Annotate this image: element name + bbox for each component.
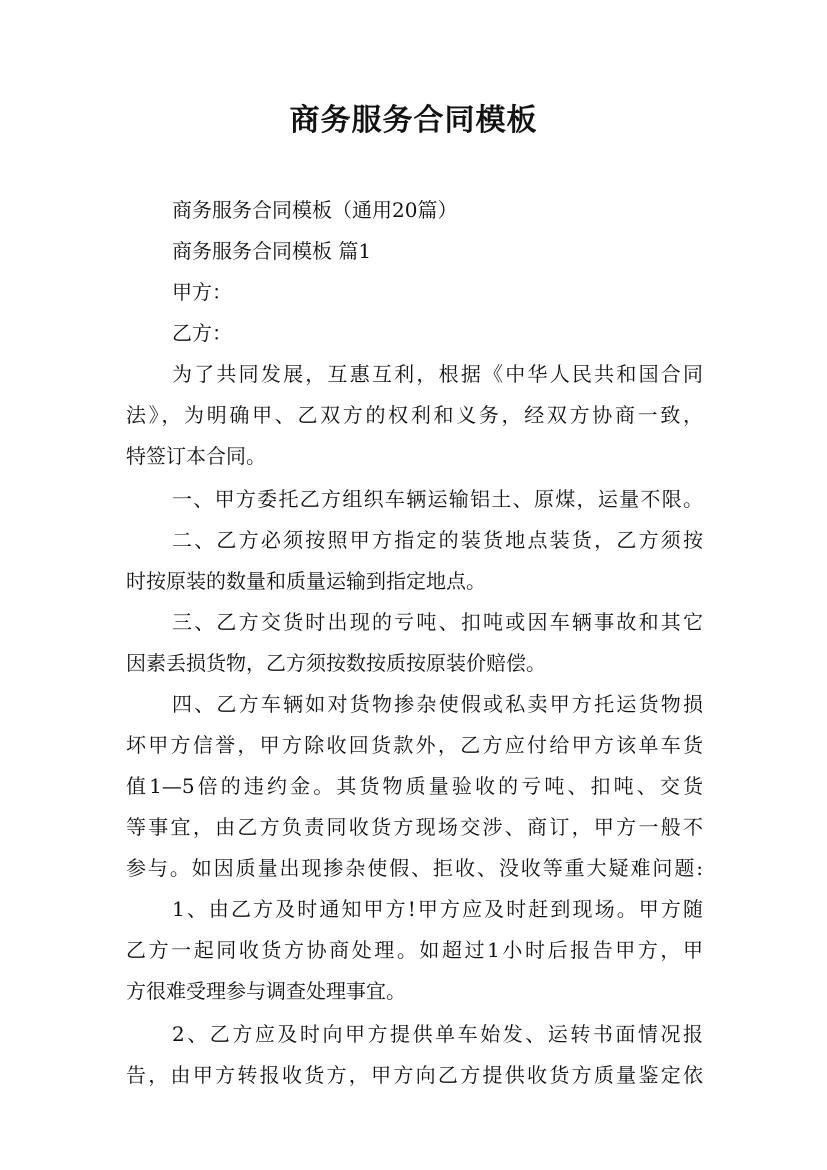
- subclause-two-line: 告，由甲方转报收货方，甲方向乙方提供收货方质量鉴定依: [126, 1063, 703, 1087]
- document-title: 商务服务合同模板: [289, 103, 538, 138]
- subclause-one-line: 方很难受理参与调查处理事宜。: [126, 979, 406, 1003]
- party-b-label: 乙方：: [172, 321, 232, 345]
- clause-four-line: 四、乙方车辆如对货物掺杂使假或私卖甲方托运货物损: [172, 692, 703, 716]
- clause-three-line: 三、乙方交货时出现的亏吨、扣吨或因车辆事故和其它: [172, 610, 703, 634]
- party-a-label: 甲方：: [172, 280, 232, 304]
- clause-four-line: 坏甲方信誉，甲方除收回货款外，乙方应付给甲方该单车货: [126, 733, 703, 757]
- paragraph-line: 法》，为明确甲、乙双方的权利和义务，经双方协商一致，: [126, 403, 703, 427]
- clause-four-line: 值1—5倍的违约金。其货物质量验收的亏吨、扣吨、交货: [126, 774, 703, 798]
- document-body: [126, 190, 703, 1096]
- section-heading: 商务服务合同模板 篇1: [172, 239, 372, 263]
- clause-one: 一、甲方委托乙方组织车辆运输铝土、原煤，运量不限。: [172, 487, 703, 511]
- paragraph-line: 特签订本合同。: [126, 444, 266, 468]
- clause-four-line: 参与。如因质量出现掺杂使假、拒收、没收等重大疑难问题:: [126, 856, 703, 880]
- clause-two-line: 二、乙方必须按照甲方指定的装货地点装货，乙方须按: [172, 528, 703, 552]
- subclause-one-line: 乙方一起同收货方协商处理。如超过1小时后报告甲方，甲: [126, 938, 703, 962]
- clause-three-line: 因素丢损货物，乙方须按数按质按原装价赔偿。: [126, 651, 546, 675]
- paragraph-line: 为了共同发展，互惠互利，根据《中华人民共和国合同: [172, 362, 703, 386]
- clause-two-line: 时按原装的数量和质量运输到指定地点。: [126, 569, 486, 593]
- subtitle-line: 商务服务合同模板（通用20篇）: [172, 198, 458, 222]
- clause-four-line: 等事宜，由乙方负责同收货方现场交涉、商订，甲方一般不: [126, 815, 703, 839]
- subclause-two-line: 2、乙方应及时向甲方提供单车始发、运转书面情况报: [172, 1022, 703, 1046]
- subclause-one-line: 1、由乙方及时通知甲方!甲方应及时赶到现场。甲方随: [172, 897, 703, 921]
